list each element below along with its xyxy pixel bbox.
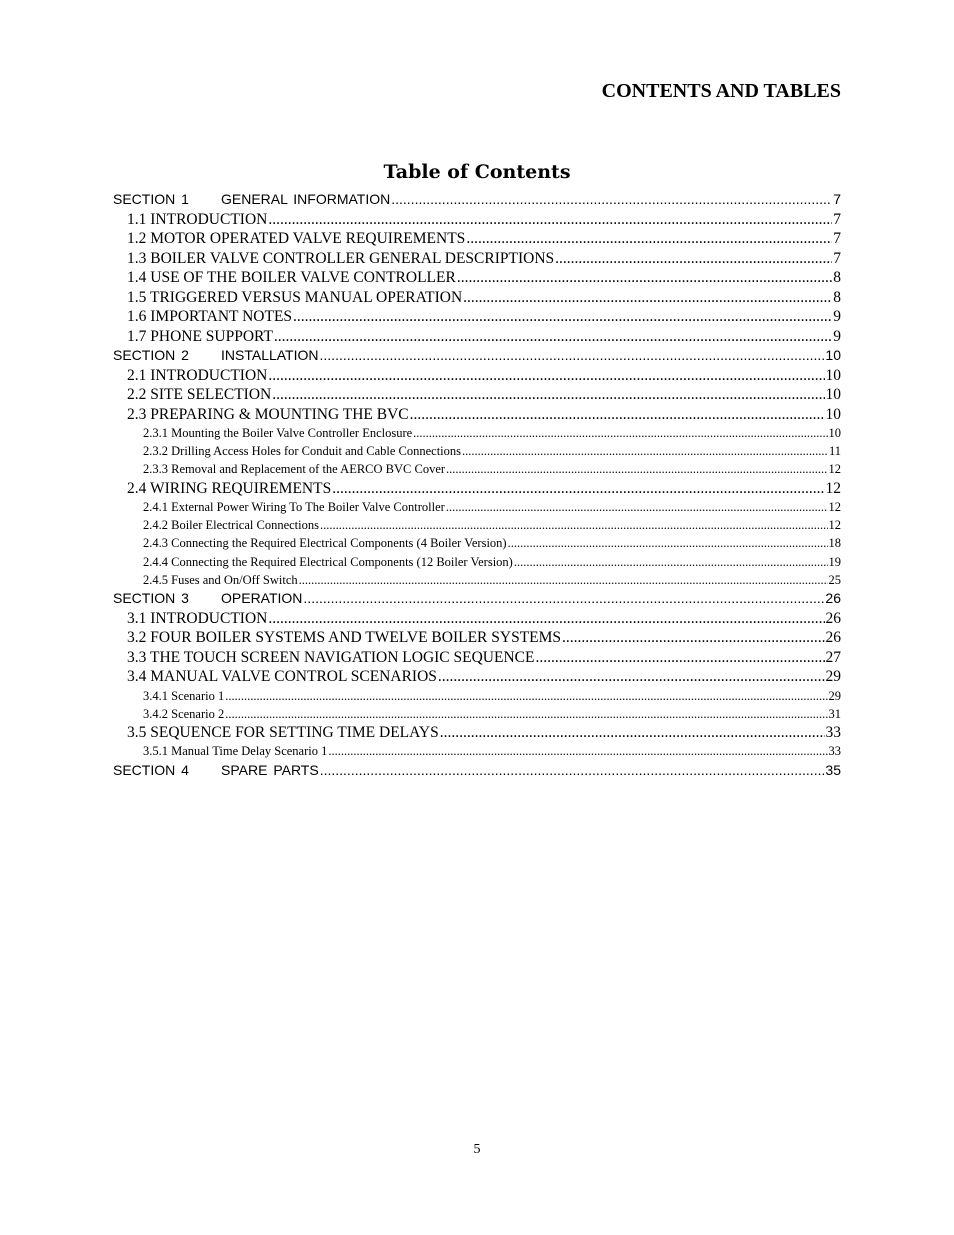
toc-dot-leader	[440, 723, 825, 743]
toc-subsection-entry[interactable]	[113, 307, 841, 327]
toc-subsubsection-entry[interactable]	[113, 705, 841, 723]
toc-subsection-entry[interactable]	[113, 249, 841, 269]
toc-page-number: 9	[833, 308, 841, 325]
toc-subsubsection-entry[interactable]	[113, 516, 841, 534]
toc-page-number: 7	[833, 230, 841, 247]
toc-page-number: 33	[825, 723, 841, 741]
toc-entry-title: 3.4.1 Scenario 1	[143, 688, 225, 703]
toc-subsubsection-entry[interactable]	[113, 553, 841, 571]
toc-page-number: 7	[833, 249, 841, 267]
toc-entry-label	[113, 761, 319, 781]
toc-subsection-entry[interactable]	[113, 268, 841, 288]
toc-entry-label	[127, 479, 331, 499]
toc-dot-leader	[332, 479, 824, 499]
toc-page-number: 27	[825, 648, 841, 666]
toc-entry-label	[143, 498, 445, 516]
toc-entry-label	[127, 723, 439, 743]
toc-dot-leader	[514, 553, 828, 571]
toc-entry-title: 1.1 INTRODUCTION	[127, 210, 268, 228]
toc-dot-leader	[555, 249, 832, 269]
toc-subsection-entry[interactable]	[113, 628, 841, 648]
toc-entry-label	[143, 687, 224, 705]
toc-dot-leader	[303, 589, 824, 609]
toc-entry-title: 2.3 PREPARING & MOUNTING THE BVC	[127, 405, 409, 423]
toc-entry-label	[143, 705, 224, 723]
toc-entry-title: 2.3.3 Removal and Replacement of the AERCO BVC Cover	[143, 462, 446, 477]
toc-entry-title: 2.2 SITE SELECTION	[127, 386, 272, 403]
toc-page-number: 19	[828, 554, 841, 569]
toc-entry-label	[113, 346, 319, 366]
toc-page-number: 18	[828, 536, 841, 551]
toc-dot-leader	[274, 327, 832, 347]
toc-dot-leader	[438, 667, 825, 687]
toc-entry-title: 2.4.4 Connecting the Required Electrical Components (12 Boiler Version)	[143, 554, 513, 569]
toc-entry-title: 2.1 INTRODUCTION	[127, 366, 268, 384]
toc-section-entry[interactable]	[113, 761, 841, 781]
toc-entry-label	[143, 571, 298, 589]
toc-entry-title: 3.4 MANUAL VALVE CONTROL SCENARIOS	[127, 668, 437, 685]
toc-page-number: 12	[825, 479, 841, 497]
toc-page-number: 8	[833, 269, 841, 286]
toc-entry-title: SPARE PARTS	[221, 761, 319, 778]
toc-entry-label	[127, 667, 437, 687]
toc-entry-title: OPERATION	[221, 590, 303, 606]
toc-subsection-entry[interactable]	[113, 229, 841, 249]
toc-dot-leader	[268, 210, 832, 230]
toc-entry-title: 3.1 INTRODUCTION	[127, 609, 268, 627]
toc-subsection-entry[interactable]	[113, 210, 841, 230]
toc-dot-leader	[535, 648, 824, 668]
toc-page-number: 10	[828, 426, 841, 440]
toc-page-number: 7	[833, 210, 841, 228]
toc-subsection-entry[interactable]	[113, 385, 841, 405]
toc-entry-title: GENERAL INFORMATION	[221, 191, 391, 207]
toc-page-number: 10	[825, 386, 841, 403]
toc-entry-title: INSTALLATION	[221, 347, 319, 363]
toc-dot-leader	[446, 498, 828, 516]
toc-entry-title: 1.6 IMPORTANT NOTES	[127, 308, 293, 325]
toc-subsection-entry[interactable]	[113, 366, 841, 386]
toc-entry-title: 3.2 FOUR BOILER SYSTEMS AND TWELVE BOILER SYSTEMS	[127, 629, 562, 646]
toc-entry-title: 3.5.1 Manual Time Delay Scenario 1	[143, 744, 328, 759]
toc-dot-leader	[268, 366, 824, 386]
toc-subsubsection-entry[interactable]	[113, 498, 841, 516]
toc-page-number: 26	[825, 629, 841, 646]
toc-page-number: 11	[828, 444, 841, 459]
toc-entry-label	[127, 648, 534, 668]
toc-page-number: 12	[828, 500, 841, 515]
toc-entry-label	[127, 210, 267, 230]
toc-subsubsection-entry[interactable]	[113, 442, 841, 460]
toc-dot-leader	[446, 460, 827, 478]
toc-entry-label	[113, 589, 302, 609]
toc-entry-title: 3.5 SEQUENCE FOR SETTING TIME DELAYS	[127, 723, 439, 741]
toc-subsubsection-entry[interactable]	[113, 534, 841, 552]
toc-entry-label	[127, 366, 267, 386]
toc-entry-label	[127, 405, 409, 425]
toc-dot-leader	[462, 442, 828, 460]
toc-page-number: 12	[828, 462, 841, 477]
toc-dot-leader	[562, 628, 824, 648]
toc-title: Table of Contents	[383, 161, 571, 183]
toc-entry-title: 2.4.3 Connecting the Required Electrical Components (4 Boiler Version)	[143, 536, 507, 551]
toc-dot-leader	[457, 268, 832, 288]
toc-section-entry[interactable]	[113, 589, 841, 609]
toc-subsubsection-entry[interactable]	[113, 424, 841, 442]
toc-entry-label	[143, 742, 327, 760]
toc-dot-leader	[320, 516, 828, 534]
toc-entry-label	[113, 190, 390, 210]
toc-entry-title: 2.4.2 Boiler Electrical Connections	[143, 518, 319, 533]
toc-entry-label	[127, 249, 554, 269]
toc-entry-label	[127, 628, 561, 648]
toc-dot-leader	[320, 346, 825, 366]
toc-entry-label	[143, 442, 461, 460]
toc-entry-title: 3.3 THE TOUCH SCREEN NAVIGATION LOGIC SEQUENCE	[127, 648, 535, 666]
toc-dot-leader	[225, 705, 827, 723]
toc-entry-title: 1.5 TRIGGERED VERSUS MANUAL OPERATION	[127, 288, 463, 306]
toc-entry-title: 2.4 WIRING REQUIREMENTS	[127, 479, 332, 497]
toc-page-number: 33	[828, 744, 841, 759]
toc-entry-label	[127, 288, 462, 308]
toc-page-number: 12	[828, 518, 841, 533]
toc-dot-leader	[463, 288, 832, 308]
toc-entry-label	[127, 229, 465, 249]
toc-subsubsection-entry[interactable]	[113, 460, 841, 478]
toc-entry-label	[127, 307, 292, 327]
toc-entry-label	[127, 385, 271, 405]
toc-dot-leader	[410, 405, 825, 425]
toc-page-number: 9	[833, 327, 841, 345]
toc-section-entry[interactable]	[113, 190, 841, 210]
toc-entry-title: 1.3 BOILER VALVE CONTROLLER GENERAL DESCRIPTIONS	[127, 249, 555, 267]
toc-entry-title: 1.4 USE OF THE BOILER VALVE CONTROLLER	[127, 269, 456, 286]
toc-page-number: 29	[825, 668, 841, 685]
toc-page-number: 10	[825, 347, 841, 363]
table-of-contents	[113, 190, 841, 780]
toc-page-number: 35	[825, 761, 841, 778]
toc-page-number: 25	[828, 572, 841, 587]
toc-subsection-entry[interactable]	[113, 667, 841, 687]
toc-dot-leader	[225, 687, 827, 705]
toc-entry-title: 1.7 PHONE SUPPORT	[127, 327, 273, 345]
toc-entry-label	[127, 268, 456, 288]
toc-subsection-entry[interactable]	[113, 405, 841, 425]
toc-entry-label	[143, 534, 507, 552]
toc-page-number: 29	[828, 688, 841, 703]
toc-subsection-entry[interactable]	[113, 288, 841, 308]
toc-dot-leader	[413, 424, 827, 442]
page-header-title: CONTENTS AND TABLES	[601, 80, 841, 102]
toc-subsubsection-entry[interactable]	[113, 742, 841, 760]
toc-subsubsection-entry[interactable]	[113, 687, 841, 705]
toc-page-number: 7	[833, 191, 841, 207]
toc-entry-title: 2.3.1 Mounting the Boiler Valve Controller Enclosure	[143, 426, 413, 440]
toc-page-number: 31	[828, 706, 841, 721]
toc-section-number: SECTION 1	[113, 191, 189, 207]
toc-dot-leader	[272, 385, 824, 405]
toc-entry-title: 3.4.2 Scenario 2	[143, 706, 225, 721]
toc-section-entry[interactable]	[113, 346, 841, 366]
toc-dot-leader	[268, 609, 824, 629]
page-number: 5	[473, 1142, 481, 1157]
toc-page-number: 26	[825, 590, 841, 606]
toc-entry-title: 2.4.5 Fuses and On/Off Switch	[143, 572, 298, 587]
toc-entry-label	[143, 424, 412, 442]
toc-entry-label	[143, 553, 513, 571]
toc-page-number: 10	[825, 366, 841, 384]
toc-dot-leader	[328, 742, 827, 760]
toc-subsection-entry[interactable]	[113, 609, 841, 629]
toc-subsection-entry[interactable]	[113, 479, 841, 499]
toc-page-number: 10	[825, 405, 841, 423]
toc-entry-title: 2.4.1 External Power Wiring To The Boiler Valve Controller	[143, 500, 445, 515]
toc-dot-leader	[293, 307, 832, 327]
toc-dot-leader	[466, 229, 832, 249]
toc-subsection-entry[interactable]	[113, 648, 841, 668]
toc-section-number: SECTION 3	[113, 590, 189, 606]
toc-subsection-entry[interactable]	[113, 723, 841, 743]
toc-dot-leader	[299, 571, 828, 589]
toc-subsubsection-entry[interactable]	[113, 571, 841, 589]
toc-entry-title: 1.2 MOTOR OPERATED VALVE REQUIREMENTS	[127, 230, 466, 247]
toc-dot-leader	[320, 761, 825, 781]
toc-page-number: 8	[833, 288, 841, 306]
toc-section-number: SECTION 4	[113, 761, 189, 778]
toc-dot-leader	[508, 534, 828, 552]
toc-section-number: SECTION 2	[113, 347, 189, 363]
toc-page-number: 26	[825, 609, 841, 627]
toc-subsection-entry[interactable]	[113, 327, 841, 347]
toc-entry-label	[143, 460, 445, 478]
toc-dot-leader	[391, 190, 832, 210]
toc-entry-title: 2.3.2 Drilling Access Holes for Conduit and Cable Connections	[143, 444, 462, 459]
toc-entry-label	[127, 327, 273, 347]
toc-entry-label	[127, 609, 267, 629]
toc-entry-label	[143, 516, 319, 534]
